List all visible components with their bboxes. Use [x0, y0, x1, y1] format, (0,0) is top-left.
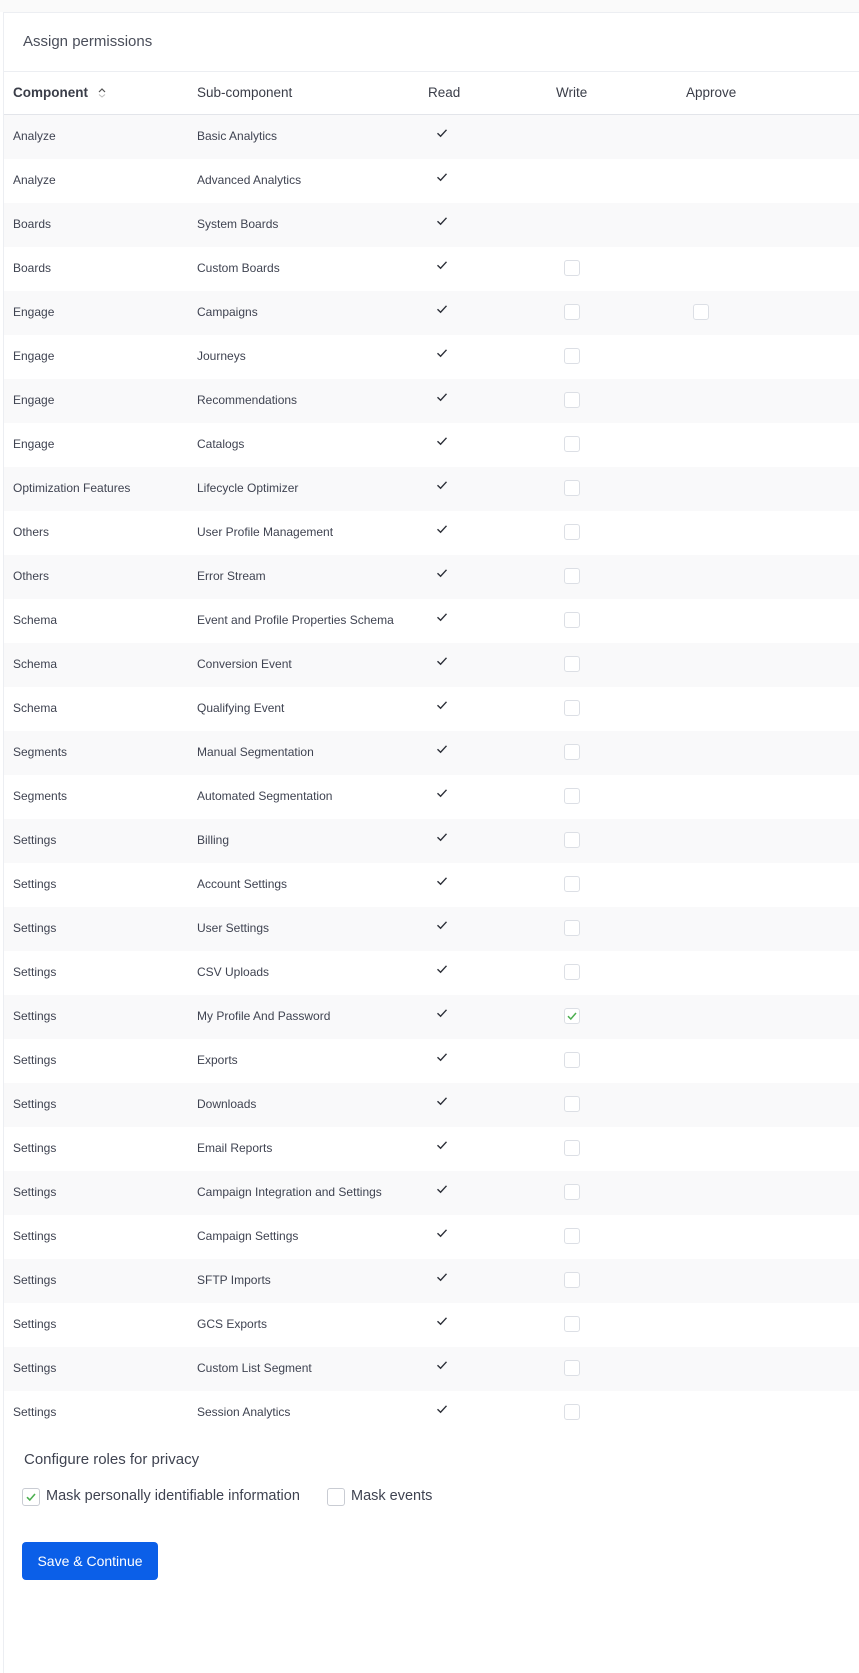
read-check-icon — [436, 919, 450, 933]
component-cell: Segments — [13, 789, 68, 803]
table-row — [4, 863, 859, 907]
component-cell: Settings — [13, 1273, 57, 1287]
table-row — [4, 1259, 859, 1303]
sub-component-cell: Conversion Event — [197, 657, 292, 671]
component-cell: Settings — [13, 1405, 57, 1419]
column-header-write: Write — [556, 85, 588, 100]
read-check-icon — [436, 347, 450, 361]
component-cell: Settings — [13, 921, 57, 935]
component-cell: Schema — [13, 613, 58, 627]
component-cell: Settings — [13, 1141, 57, 1155]
write-checkbox[interactable] — [564, 1316, 580, 1332]
table-row — [4, 247, 859, 291]
sub-component-cell: SFTP Imports — [197, 1273, 271, 1287]
sub-component-cell: Journeys — [197, 349, 246, 363]
read-check-icon — [436, 259, 450, 273]
sub-component-cell: Manual Segmentation — [197, 745, 314, 759]
table-row — [4, 115, 859, 159]
write-checkbox[interactable] — [564, 1184, 580, 1200]
column-header-approve: Approve — [686, 85, 737, 100]
component-cell: Settings — [13, 1185, 57, 1199]
sub-component-cell: Recommendations — [197, 393, 298, 407]
sub-component-cell: Lifecycle Optimizer — [197, 481, 299, 495]
mask-events-checkbox[interactable] — [327, 1488, 345, 1506]
sub-component-cell: User Profile Management — [197, 525, 334, 539]
component-cell: Settings — [13, 1009, 57, 1023]
sub-component-cell: Automated Segmentation — [197, 789, 333, 803]
component-cell: Schema — [13, 701, 58, 715]
sub-component-cell: Qualifying Event — [197, 701, 285, 715]
table-row — [4, 511, 859, 555]
table-row — [4, 1083, 859, 1127]
column-header-component-label: Component — [13, 85, 88, 100]
read-check-icon — [436, 303, 450, 317]
read-check-icon — [436, 1139, 450, 1153]
sub-component-cell: User Settings — [197, 921, 270, 935]
table-row — [4, 203, 859, 247]
table-row — [4, 379, 859, 423]
read-check-icon — [436, 743, 450, 757]
read-check-icon — [436, 1315, 450, 1329]
component-cell: Schema — [13, 657, 58, 671]
table-row — [4, 1391, 859, 1435]
sub-component-cell: Downloads — [197, 1097, 257, 1111]
permissions-panel — [3, 12, 859, 1673]
table-row — [4, 731, 859, 775]
table-row — [4, 1127, 859, 1171]
read-check-icon — [436, 1183, 450, 1197]
sub-component-cell: GCS Exports — [197, 1317, 268, 1331]
mask-events-label: Mask events — [351, 1488, 433, 1504]
read-check-icon — [436, 567, 450, 581]
component-cell: Settings — [13, 965, 57, 979]
table-row — [4, 1347, 859, 1391]
write-checkbox[interactable] — [564, 700, 580, 716]
read-check-icon — [436, 127, 450, 141]
component-cell: Settings — [13, 1053, 57, 1067]
read-check-icon — [436, 1403, 450, 1417]
section-title: Assign permissions — [23, 33, 153, 50]
sub-component-cell: Advanced Analytics — [197, 173, 302, 187]
component-cell: Settings — [13, 1229, 57, 1243]
component-cell: Segments — [13, 745, 68, 759]
sub-component-cell: My Profile And Password — [197, 1009, 331, 1023]
component-cell: Settings — [13, 1361, 57, 1375]
read-check-icon — [436, 1271, 450, 1285]
table-row — [4, 995, 859, 1039]
sub-component-cell: Campaign Integration and Settings — [197, 1185, 382, 1199]
read-check-icon — [436, 831, 450, 845]
sub-component-cell: Account Settings — [197, 877, 288, 891]
component-cell: Others — [13, 525, 50, 539]
write-checkbox[interactable] — [564, 920, 580, 936]
write-checkbox[interactable] — [564, 480, 580, 496]
write-checkbox[interactable] — [564, 964, 580, 980]
write-checkbox[interactable] — [564, 1228, 580, 1244]
write-checkbox[interactable] — [564, 348, 580, 364]
component-cell: Analyze — [13, 173, 56, 187]
sub-component-cell: Basic Analytics — [197, 129, 278, 143]
table-row — [4, 335, 859, 379]
write-checkbox[interactable] — [564, 1008, 580, 1024]
table-row — [4, 775, 859, 819]
write-checkbox[interactable] — [564, 788, 580, 804]
sub-component-cell: CSV Uploads — [197, 965, 270, 979]
sub-component-cell: Session Analytics — [197, 1405, 291, 1419]
column-header-read: Read — [428, 85, 461, 100]
read-check-icon — [436, 1359, 450, 1373]
read-check-icon — [436, 1007, 450, 1021]
write-checkbox[interactable] — [564, 876, 580, 892]
component-cell: Optimization Features — [13, 481, 131, 495]
permissions-table-body — [4, 115, 859, 1435]
write-checkbox[interactable] — [564, 1272, 580, 1288]
sub-component-cell: Custom List Segment — [197, 1361, 312, 1375]
sub-component-cell: Error Stream — [197, 569, 266, 583]
sub-component-cell: Billing — [197, 833, 230, 847]
table-row — [4, 599, 859, 643]
column-header-component[interactable] — [13, 85, 106, 100]
read-check-icon — [436, 611, 450, 625]
sub-component-cell: Campaigns — [197, 305, 258, 319]
write-checkbox[interactable] — [564, 744, 580, 760]
component-cell: Boards — [13, 261, 52, 275]
read-check-icon — [436, 391, 450, 405]
table-row — [4, 555, 859, 599]
component-cell: Engage — [13, 349, 55, 363]
sub-component-cell: Custom Boards — [197, 261, 280, 275]
component-cell: Engage — [13, 437, 55, 451]
table-row — [4, 643, 859, 687]
write-checkbox[interactable] — [564, 612, 580, 628]
component-cell: Settings — [13, 877, 57, 891]
mask-pii-checkbox[interactable] — [22, 1488, 40, 1506]
component-cell: Analyze — [13, 129, 56, 143]
table-row — [4, 1039, 859, 1083]
table-row — [4, 291, 859, 335]
table-row — [4, 159, 859, 203]
read-check-icon — [436, 787, 450, 801]
mask-pii-label: Mask personally identifiable information — [46, 1488, 300, 1504]
column-header-sub-component: Sub-component — [197, 85, 293, 100]
table-row — [4, 907, 859, 951]
read-check-icon — [436, 963, 450, 977]
read-check-icon — [436, 655, 450, 669]
write-checkbox[interactable] — [564, 436, 580, 452]
write-checkbox[interactable] — [564, 656, 580, 672]
table-row — [4, 1303, 859, 1347]
write-checkbox[interactable] — [564, 1404, 580, 1420]
sub-component-cell: Email Reports — [197, 1141, 273, 1155]
sub-component-cell: Event and Profile Properties Schema — [197, 613, 394, 627]
read-check-icon — [436, 1227, 450, 1241]
sub-component-cell: Exports — [197, 1053, 238, 1067]
sort-icon[interactable] — [98, 88, 106, 99]
read-check-icon — [436, 435, 450, 449]
write-checkbox[interactable] — [564, 832, 580, 848]
write-checkbox[interactable] — [564, 392, 580, 408]
write-checkbox[interactable] — [564, 1360, 580, 1376]
write-checkbox[interactable] — [564, 1096, 580, 1112]
component-cell: Settings — [13, 1097, 57, 1111]
component-cell: Boards — [13, 217, 52, 231]
write-checkbox[interactable] — [564, 1052, 580, 1068]
read-check-icon — [436, 699, 450, 713]
table-row — [4, 819, 859, 863]
write-checkbox[interactable] — [564, 260, 580, 276]
top-strip — [0, 0, 859, 12]
read-check-icon — [436, 523, 450, 537]
write-checkbox[interactable] — [564, 1140, 580, 1156]
save-continue-button[interactable]: Save & Continue — [22, 1542, 158, 1580]
sub-component-cell: Campaign Settings — [197, 1229, 299, 1243]
write-checkbox[interactable] — [564, 524, 580, 540]
read-check-icon — [436, 1051, 450, 1065]
write-checkbox[interactable] — [564, 568, 580, 584]
approve-checkbox[interactable] — [693, 304, 709, 320]
table-row — [4, 687, 859, 731]
table-header — [4, 71, 859, 115]
read-check-icon — [436, 171, 450, 185]
read-check-icon — [436, 479, 450, 493]
privacy-section-title: Configure roles for privacy — [24, 1451, 200, 1468]
write-checkbox[interactable] — [564, 304, 580, 320]
read-check-icon — [436, 215, 450, 229]
sub-component-cell: Catalogs — [197, 437, 245, 451]
read-check-icon — [436, 1095, 450, 1109]
table-row — [4, 1215, 859, 1259]
table-row — [4, 423, 859, 467]
component-cell: Engage — [13, 393, 55, 407]
component-cell: Settings — [13, 833, 57, 847]
component-cell: Engage — [13, 305, 55, 319]
table-row — [4, 467, 859, 511]
table-row — [4, 951, 859, 995]
read-check-icon — [436, 875, 450, 889]
component-cell: Others — [13, 569, 50, 583]
table-row — [4, 1171, 859, 1215]
sub-component-cell: System Boards — [197, 217, 279, 231]
component-cell: Settings — [13, 1317, 57, 1331]
